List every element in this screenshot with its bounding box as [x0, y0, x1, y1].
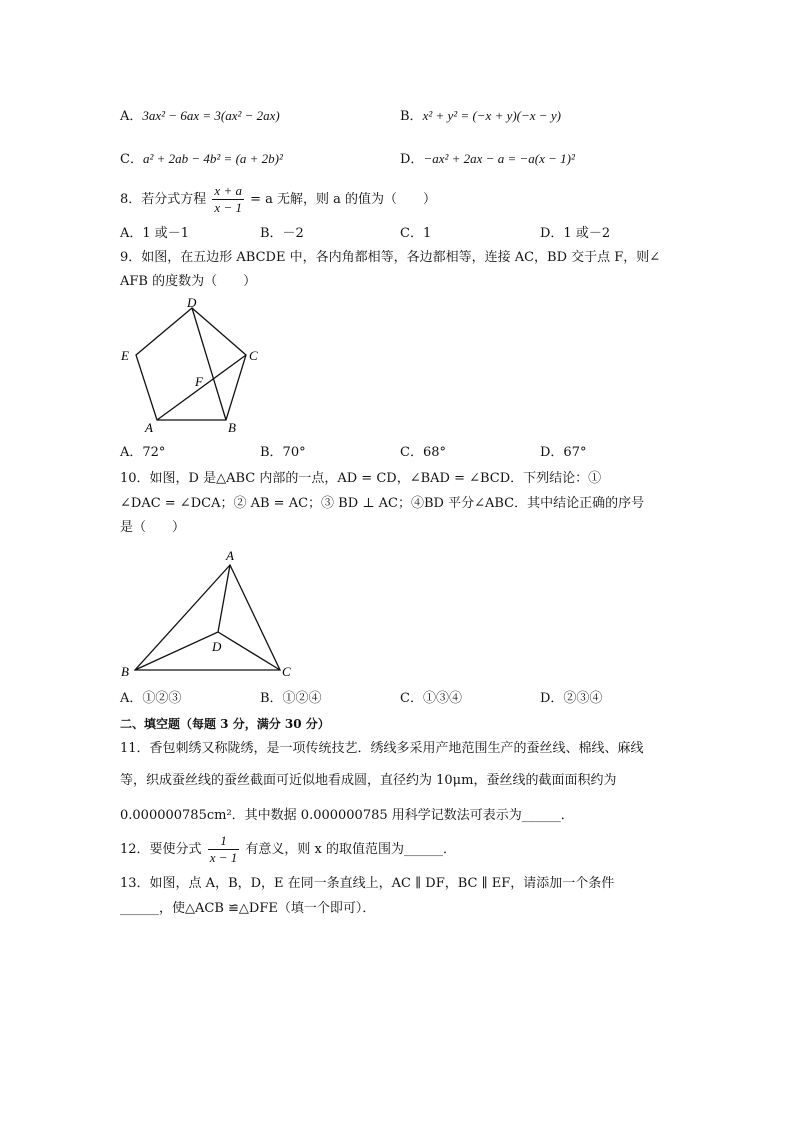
- q7-option-c: C．a² + 2ab − 4b² = (a + 2b)²: [120, 151, 283, 167]
- q7-option-d: D．−ax² + 2ax − a = −a(x − 1)²: [400, 151, 575, 167]
- q11-line1: 11．香包刺绣又称陇绣，是一项传统技艺．绣线多采用产地范围生产的蚕丝线、棉线、麻线: [120, 741, 644, 756]
- q10-option-c: C．①③④: [400, 691, 462, 706]
- q10-option-b: B．①②④: [260, 691, 322, 706]
- q8-fraction: $\frac{x + a}{x - 1}$: [214, 183, 242, 215]
- q8-option-a: A．1 或－1: [120, 226, 190, 241]
- q8-stem: 8．若分式方程 $\frac{x + a}{x - 1}$ = a 无解，则 a 的值为（ ）: [120, 183, 437, 215]
- q10-stem-line3: 是（ ）: [120, 520, 186, 535]
- q10-stem-line1: 10．如图，D 是△ABC 内部的一点，AD = CD，∠BAD = ∠BCD．下列结论：①: [120, 471, 602, 486]
- q8-option-b: B．－2: [260, 226, 304, 241]
- q9-option-a: A．72°: [120, 445, 166, 460]
- q10-stem-line2: ∠DAC = ∠DCA；② AB = AC；③ BD ⊥ AC；④BD 平分∠ABC．其中结论正确的序号: [120, 496, 645, 511]
- label-a: A: [145, 420, 153, 435]
- label-d: D: [212, 639, 222, 654]
- q10-option-d: D．②③④: [540, 691, 603, 706]
- q7-option-a: A．3ax² − 6ax = 3(ax² − 2ax): [120, 108, 280, 124]
- q11-line2: 等，织成蚕丝线的蚕丝截面可近似地看成圆，直径约为 10μm，蚕丝线的截面面积约为: [120, 773, 617, 788]
- q9-option-c: C．68°: [400, 445, 446, 460]
- q9-stem-line1: 9．如图，在五边形 ABCDE 中，各内角都相等，各边都相等，连接 AC，BD 交于点 F，则∠: [120, 250, 661, 265]
- label-b: B: [228, 420, 236, 435]
- q13-line2: ______，使△ACB ≌△DFE（填一个即可）．: [120, 901, 376, 916]
- q9-option-b: B．70°: [260, 445, 306, 460]
- segment-ad: [218, 565, 230, 632]
- section-title: 二、填空题（每题 3 分，满分 30 分）: [120, 717, 330, 731]
- q9-option-d: D．67°: [540, 445, 587, 460]
- segment-bd: [135, 632, 218, 670]
- q11-line3: 0.000000785cm²．其中数据 0.000000785 用科学记数法可表示为______．: [120, 808, 574, 823]
- q9-stem-line2: AFB 的度数为（ ）: [120, 274, 257, 289]
- label-c: C: [249, 348, 258, 363]
- q8-option-d: D．1 或－2: [540, 226, 611, 241]
- pentagon-abcde: [136, 308, 246, 420]
- q12-fraction: $\frac{1}{x - 1}$: [209, 833, 238, 865]
- label-e: E: [121, 348, 129, 363]
- label-a: A: [226, 548, 234, 563]
- q7-option-b: B．x² + y² = (−x + y)(−x − y): [400, 108, 561, 124]
- diagonal-bd: [192, 308, 226, 420]
- label-c: C: [282, 664, 291, 679]
- label-f: F: [195, 374, 203, 389]
- triangle-figure: [115, 545, 300, 685]
- q10-option-a: A．①②③: [120, 691, 182, 706]
- label-d: D: [187, 296, 197, 310]
- triangle-abc: [135, 565, 280, 670]
- q12-stem: 12．要使分式 $\frac{1}{x - 1}$ 有意义，则 x 的取值范围为______．: [120, 833, 456, 865]
- q13-line1: 13．如图，点 A，B，D，E 在同一条直线上，AC ∥ DF，BC ∥ EF，请添加一个条件: [120, 876, 615, 891]
- q8-option-c: C．1: [400, 226, 432, 241]
- pentagon-figure: [115, 296, 275, 436]
- label-b: B: [121, 664, 129, 679]
